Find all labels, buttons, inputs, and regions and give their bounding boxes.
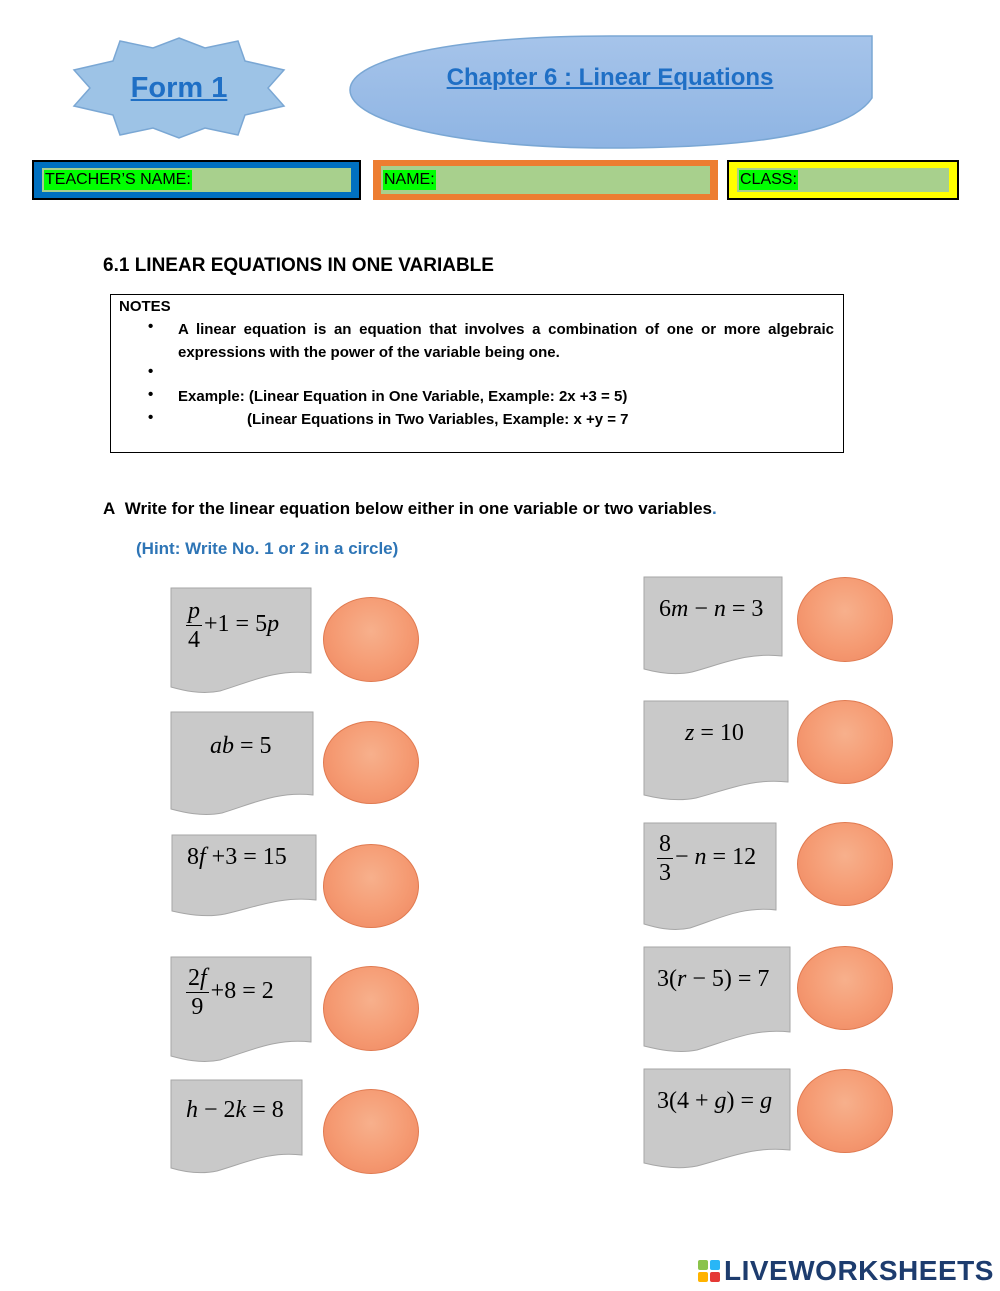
equation-2: ab = 5: [210, 733, 272, 759]
answer-circle-8[interactable]: [797, 822, 893, 906]
equation-card: [643, 1068, 791, 1170]
note-item-3: Example: (Linear Equation in One Variable, Example: 2x +3 = 5): [178, 388, 628, 405]
answer-circle-2[interactable]: [323, 721, 419, 804]
question-letter: A: [103, 499, 116, 518]
liveworksheets-logo: [698, 1256, 994, 1286]
answer-circle-1[interactable]: [323, 597, 419, 682]
note-bullet: •: [148, 409, 154, 426]
equation-7: z = 10: [685, 720, 744, 746]
equation-4: $\frac{2f}{9}$ +8 = 2: [188, 965, 274, 1020]
equation-6: 6m − n = 3: [659, 596, 764, 622]
class-field[interactable]: [727, 160, 959, 200]
chapter-banner-shape: [348, 34, 874, 150]
equation-card: [171, 834, 317, 918]
form-title: Form 1: [130, 71, 228, 104]
equation-card: [643, 822, 777, 932]
equation-card: [170, 711, 314, 817]
answer-circle-3[interactable]: [323, 844, 419, 928]
student-name-label: NAME:: [384, 171, 435, 188]
equation-card: [170, 1079, 303, 1175]
note-bullet: •: [148, 386, 154, 403]
equation-card: [643, 700, 789, 802]
answer-circle-4[interactable]: [323, 966, 419, 1051]
equation-card: [170, 587, 312, 695]
note-bullet: •: [148, 363, 154, 380]
equation-card: [170, 956, 312, 1064]
section-heading: 6.1 LINEAR EQUATIONS IN ONE VARIABLE: [103, 255, 494, 276]
note-bullet: •: [148, 318, 154, 335]
teacher-name-field[interactable]: [32, 160, 361, 200]
answer-circle-9[interactable]: [797, 946, 893, 1030]
answer-circle-6[interactable]: [797, 577, 893, 662]
answer-circle-5[interactable]: [323, 1089, 419, 1174]
note-item-4: (Linear Equations in Two Variables, Example: x +y = 7: [247, 411, 629, 428]
logo-mark-icon: [698, 1260, 720, 1282]
logo-text: LIVEWORKSHEETS: [724, 1255, 994, 1286]
answer-circle-10[interactable]: [797, 1069, 893, 1153]
equation-card: [643, 946, 791, 1054]
notes-title: NOTES: [119, 298, 171, 315]
teacher-name-label: TEACHER’S NAME:: [45, 171, 191, 188]
student-name-field[interactable]: [373, 160, 718, 200]
equation-3: 8f +3 = 15: [187, 844, 287, 870]
class-label: CLASS:: [740, 171, 797, 188]
chapter-title: Chapter 6 : Linear Equations: [446, 64, 774, 91]
question-text: Write for the linear equation below either in one variable or two variables: [124, 499, 712, 518]
hint-text: (Hint: Write No. 1 or 2 in a circle): [136, 539, 399, 558]
equation-10: 3(4 + g) = g: [657, 1088, 773, 1114]
equation-9: 3(r − 5) = 7: [657, 966, 770, 992]
question-a: A Write for the linear equation below either in one variable or two variables.: [103, 499, 717, 518]
equation-8: $\frac{8}{3}$ − n = 12: [659, 831, 757, 886]
equation-card: [643, 576, 783, 676]
note-item-1: A linear equation is an equation that involves a combination of one or more algebraic expressions with the power of the variable being one.: [178, 321, 834, 361]
equation-1: $\frac{p}{4}$ +1 = 5p: [188, 598, 280, 653]
equation-5: h − 2k = 8: [186, 1097, 284, 1123]
answer-circle-7[interactable]: [797, 700, 893, 784]
